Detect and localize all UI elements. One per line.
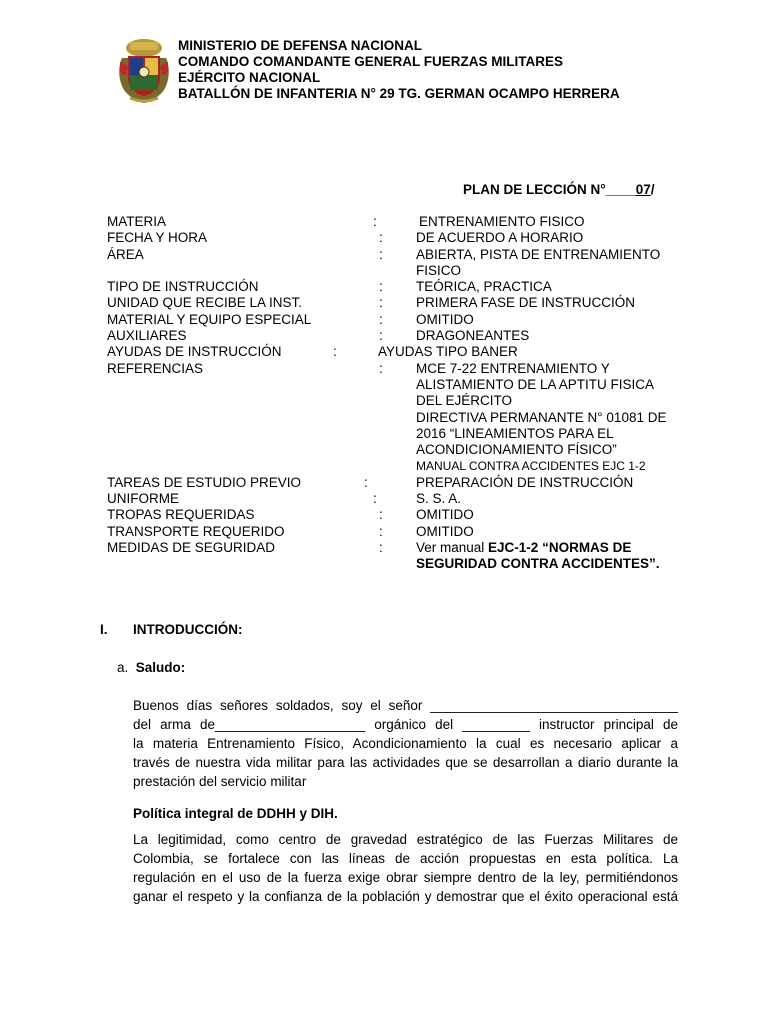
field-row-fecha-hora <box>107 230 687 246</box>
header-line-command: COMANDO COMANDANTE GENERAL FUERZAS MILITARES <box>178 54 563 69</box>
field-row-auxiliares <box>107 328 687 344</box>
field-row-unidad <box>107 295 687 311</box>
greeting-paragraph <box>133 696 678 791</box>
section-title: INTRODUCCIÓN: <box>133 622 243 637</box>
field-row-transporte <box>107 524 687 540</box>
ministry-header <box>178 38 620 102</box>
subsection-saludo-heading <box>117 660 185 675</box>
paragraph-line: regulación en el uso de la fuerza exige obrar siempre dentro de la ley, permitiéndonos <box>133 870 678 885</box>
field-label: AUXILIARES <box>107 328 187 344</box>
field-row-materia <box>107 214 687 230</box>
field-value-extra: MANUAL CONTRA ACCIDENTES EJC 1-2 <box>416 459 646 474</box>
field-value-bold: EJC-1-2 “NORMAS DE SEGURIDAD CONTRA ACCIDENTES”. <box>416 539 660 572</box>
field-colon: : <box>379 279 383 295</box>
lesson-plan-suffix: / <box>650 182 655 197</box>
header-line-army: EJÉRCITO NACIONAL <box>178 70 321 85</box>
field-value-prefix: Ver manual <box>416 539 489 555</box>
field-colon: : <box>379 523 383 539</box>
paragraph-line: Colombia, se fortalece con las líneas de acción propuestas en esta política. La <box>133 851 678 866</box>
field-colon: : <box>379 539 383 555</box>
field-value: MCE 7-22 ENTRENAMIENTO Y ALISTAMIENTO DE LA APTITU FISICA DEL EJÉRCITO DIRECTIVA PERMANANTE N° 01081 DE 2016 “LINEAMIENTOS PARA EL ACONDICIONAMIENTO FÍSICO” <box>416 360 667 458</box>
field-colon: : <box>379 507 383 523</box>
field-label: MEDIDAS DE SEGURIDAD <box>107 539 276 555</box>
field-label: AYUDAS DE INSTRUCCIÓN <box>107 344 282 360</box>
header-line-battalion: BATALLÓN DE INFANTERIA N° 29 TG. GERMAN OCAMPO HERRERA <box>178 86 620 101</box>
field-row-material-equipo <box>107 312 687 328</box>
field-colon: : <box>379 328 383 344</box>
field-colon: : <box>379 295 383 311</box>
field-value: DRAGONEANTES <box>416 328 530 344</box>
field-colon: : <box>379 360 383 376</box>
field-value: ABIERTA, PISTA DE ENTRENAMIENTO FISICO <box>416 246 661 278</box>
paragraph-line: través de nuestra vida militar para las actividades que se desarrollan a diario durante la <box>133 755 678 770</box>
field-value: TEÓRICA, PRACTICA <box>416 279 552 295</box>
lesson-plan-title <box>463 182 654 197</box>
field-label: TAREAS DE ESTUDIO PREVIO <box>107 474 302 490</box>
field-colon: : <box>373 214 377 229</box>
field-label: UNIFORME <box>107 491 179 507</box>
field-row-uniforme <box>107 491 687 507</box>
field-value: OMITIDO <box>416 507 474 523</box>
lesson-plan-prefix: PLAN DE LECCIÓN N°____ <box>463 182 636 197</box>
field-row-referencias <box>107 361 687 475</box>
field-label: TRANSPORTE REQUERIDO <box>107 523 285 539</box>
field-value: OMITIDO <box>416 311 474 327</box>
field-row-tropas <box>107 507 687 523</box>
field-colon: : <box>333 344 337 360</box>
field-colon: : <box>379 311 383 327</box>
field-row-tipo-instruccion <box>107 279 687 295</box>
field-colon: : <box>364 474 368 490</box>
paragraph-line: La legitimidad, como centro de gravedad estratégico de las Fuerzas Militares de <box>133 832 678 847</box>
paragraph-line: del arma de____________________ orgánico del _________ instructor principal de <box>133 717 678 732</box>
field-label: TROPAS REQUERIDAS <box>107 507 255 523</box>
lesson-plan-number: 07 <box>635 182 651 197</box>
section-number: I. <box>100 622 108 637</box>
paragraph-line: prestación del servicio militar <box>133 774 307 789</box>
army-coat-of-arms-seal <box>116 36 172 104</box>
field-label: UNIDAD QUE RECIBE LA INST. <box>107 295 303 311</box>
field-value <box>416 540 687 573</box>
field-value: PRIMERA FASE DE INSTRUCCIÓN <box>416 295 636 311</box>
field-value: DE ACUERDO A HORARIO <box>416 230 584 246</box>
paragraph-line: Buenos días señores soldados, soy el señor _________________________________ <box>133 698 678 713</box>
policy-paragraph <box>133 830 678 906</box>
field-colon: : <box>379 230 383 246</box>
field-label: MATERIA <box>107 214 167 229</box>
field-colon: : <box>373 491 377 507</box>
field-row-area <box>107 247 687 280</box>
field-colon: : <box>379 246 383 262</box>
paragraph-line: la materia Entrenamiento Físico, Acondicionamiento la cual es necesario aplicar a <box>133 736 678 751</box>
paragraph-line: ganar el respeto y la confianza de la población y demostrar que el éxito operacional está <box>133 889 678 904</box>
policy-heading: Política integral de DDHH y DIH. <box>133 806 338 821</box>
field-label: ÁREA <box>107 246 144 262</box>
subsection-title: Saludo: <box>135 660 186 675</box>
field-value: AYUDAS TIPO BANER <box>378 344 518 360</box>
lesson-fields-table <box>107 214 687 573</box>
field-label: MATERIAL Y EQUIPO ESPECIAL <box>107 311 312 327</box>
field-label: FECHA Y HORA <box>107 230 208 246</box>
field-value: OMITIDO <box>416 523 474 539</box>
field-row-medidas-seguridad <box>107 540 687 573</box>
field-label: TIPO DE INSTRUCCIÓN <box>107 279 259 295</box>
subsection-letter: a. <box>117 660 129 675</box>
field-label: REFERENCIAS <box>107 360 204 376</box>
field-value: ENTRENAMIENTO FISICO <box>419 214 585 229</box>
field-value: PREPARACIÓN DE INSTRUCCIÓN <box>416 474 634 490</box>
field-value: S. S. A. <box>416 491 462 507</box>
field-row-tareas-estudio <box>107 475 687 491</box>
field-row-ayudas-instruccion <box>107 344 687 360</box>
header-line-ministry: MINISTERIO DE DEFENSA NACIONAL <box>178 38 423 53</box>
